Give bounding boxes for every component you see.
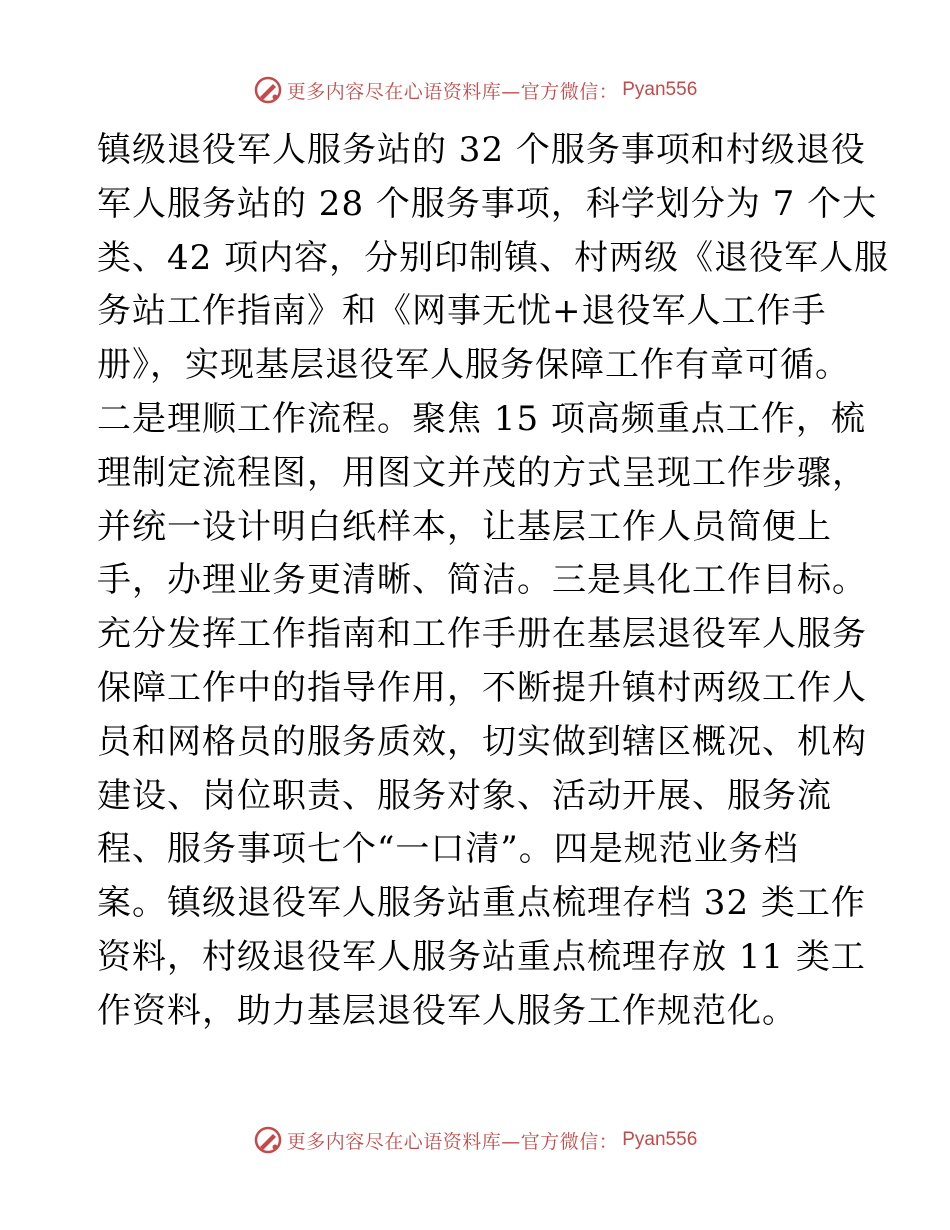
text-line: 手，办理业务更清晰、简洁。三是具化工作目标。: [97, 560, 867, 601]
banner-text: 更多内容尽在心语资料库—官方微信：: [286, 80, 619, 103]
text-line: 作资料，助力基层退役军人服务工作规范化。: [97, 990, 797, 1031]
text-line: 案。镇级退役军人服务站重点梳理存档 32 类工作: [97, 883, 866, 924]
text-line: 保障工作中的指导作用，不断提升镇村两级工作人: [97, 667, 867, 708]
banner-text: 更多内容尽在心语资料库—官方微信：: [286, 1130, 619, 1153]
banner-wechat-id: Pyan556: [622, 1129, 698, 1150]
text-line: 理制定流程图，用图文并茂的方式呈现工作步骤，: [97, 452, 867, 493]
text-line: 员和网格员的服务质效，切实做到辖区概况、机构: [97, 721, 867, 762]
text-line: 资料，村级退役军人服务站重点梳理存放 11 类工: [97, 936, 866, 977]
text-line: 充分发挥工作指南和工作手册在基层退役军人服务: [97, 614, 867, 655]
text-line: 册》，实现基层退役军人服务保障工作有章可循。: [97, 345, 850, 386]
body-text: [97, 124, 890, 1039]
text-line: 并统一设计明白纸样本，让基层工作人员简便上: [97, 506, 832, 547]
pen-logo-icon: [253, 1125, 283, 1155]
header-watermark-banner: [0, 70, 950, 110]
text-line: 二是理顺工作流程。聚焦 15 项高频重点工作，梳: [97, 398, 866, 439]
text-line: 镇级退役军人服务站的 32 个服务事项和村级退役: [97, 130, 866, 170]
text-line: 类、42 项内容，分别印制镇、村两级《退役军人服: [97, 237, 890, 278]
text-line: 程、服务事项七个“一口清”。四是规范业务档: [97, 829, 799, 870]
footer-watermark-banner: [0, 1120, 950, 1160]
text-line: 务站工作指南》和《网事无忧+退役军人工作手: [97, 291, 827, 332]
text-line: 军人服务站的 28 个服务事项，科学划分为 7 个大: [97, 183, 878, 224]
text-line: 建设、岗位职责、服务对象、活动开展、服务流: [97, 775, 832, 816]
pen-logo-icon: [253, 75, 283, 105]
banner-wechat-id: Pyan556: [622, 79, 698, 100]
